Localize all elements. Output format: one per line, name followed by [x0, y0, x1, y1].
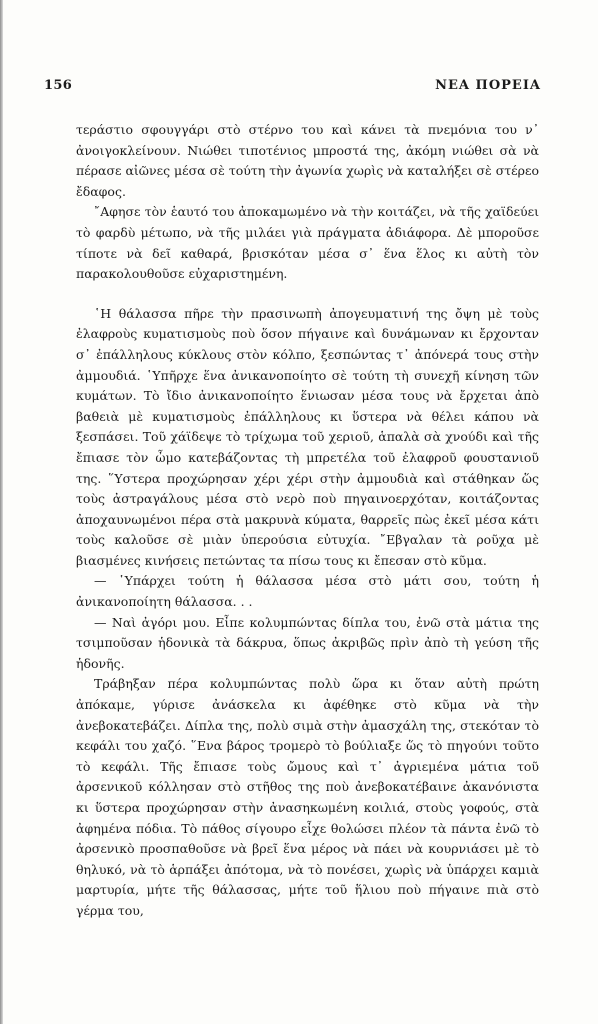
- paragraph: ῎Αφησε τὸν ἑαυτό του ἀποκαμωμένο νὰ τὴν κοιτάζει, νὰ τῆς χαϊδεύει τὸ φαρδὺ μέτωπο, νὰ τῆς μιλάει γιὰ πράγματα ἀδιάφορα. Δὲ μποροῦσε τίποτε νὰ δεῖ καθαρά, βρισκόταν μέσα σ᾿ ἕνα ἕλος κι αὐτὴ τὸν παρακολουθοῦσε εὐχαριστημένη.: [76, 204, 539, 282]
- paragraph: Τράβηξαν πέρα κολυμπώντας πολὺ ὥρα κι ὅταν αὐτὴ πρώτη ἀπόκαμε, γύρισε ἀνάσκελα κι ἀφέθηκε στὸ κῦμα νὰ τὴν ἀνεβοκατεβάζει. Δίπλα της, πολὺ σιμὰ στὴν ἀμασχάλη της, στεκόταν τὸ κεφάλι του χαζό. ῞Ενα βάρος τρομερὸ τὸ βούλιαξε ὥς τὸ πηγούνι τοῦτο τὸ κεφάλι. Τῆς ἔπιασε τοὺς ὤμους καὶ τ᾿ ἀγριεμένα μάτια τοῦ ἀρσενικοῦ κόλλησαν στὸ στῆθος της ποὺ ἀνεβοκατέβαινε ἀκανόνιστα κι ὕστερα προχώρησαν στὴν ἀνασηκωμένη κοιλιά, στοὺς γοφούς, στὰ ἀφημένα πόδια. Τὸ πάθος σίγουρο εἶχε θολώσει πλέον τὰ πάντα ἐνῶ τὸ ἀρσενικὸ προσπαθοῦσε νὰ βρεῖ ἕνα μέρος νὰ πάει νὰ κουρνιάσει μὲ τὸ θηλυκό, νὰ τὸ ἁρπάξει ἀπότομα, νὰ τὸ πονέσει, χωρὶς νὰ ὑπάρχει καμιὰ μαρτυρία, μήτε τῆς θάλασσας, μήτε τοῦ ἥλιου ποὺ πήγαινε πιὰ στὸ γέρμα του,: [76, 676, 539, 918]
- dialogue-line: — Ναὶ ἀγόρι μου. Εἶπε κολυμπώντας δίπλα του, ἐνῶ στὰ μάτια της τσιμποῦσαν ἡδονικὰ τὰ δάκρυα, ὅπως ἀκριβῶς πρὶν ἀπὸ τὴ γεύση τῆς ἡδονῆς.: [76, 614, 539, 671]
- dialogue-line: — ῾Υπάρχει τούτη ἡ θάλασσα μέσα στὸ μάτι σου, τούτη ἡ ἀνικανοποίητη θάλασσα. . .: [76, 573, 539, 610]
- paragraph-section-start: ῾Η θάλασσα πῆρε τὴν πρασινωπὴ ἀπογευματινή της ὄψη μὲ τοὺς ἐλαφροὺς κυματισμοὺς ποὺ ὅσον πήγαινε καὶ δυνάμωναν κι ἔρχονταν σ᾿ ἐπάλληλους κύκλους στὸν κόλπο, ξεσπώντας τ᾿ ἀπόνερά τους στὴν ἀμμουδιά. ῾Υπῆρχε ἕνα ἀνικανοποίητο σὲ τούτη τὴ συνεχῆ κίνηση τῶν κυμάτων. Τὸ ἴδιο ἀνικανοποίητο ἕνιωσαν μέσα τους νὰ ἔρχεται ἀπὸ βαθειὰ μὲ κυματισμοὺς ἐπάλληλους κι ὕστερα νὰ θέλει κάπου νὰ ξεσπάσει. Τοῦ χάϊδεψε τὸ τρίχωμα τοῦ χεριοῦ, ἁπαλὰ σὰ χνούδι καὶ τῆς ἔπιασε τὸν ὦμο κατεβάζοντας τὴ μπρετέλα τοῦ ἐλαφροῦ φουστανιοῦ της. ῞Υστερα προχώρησαν χέρι χέρι στὴν ἀμμουδιὰ καὶ στάθηκαν ὥς τοὺς ἀστραγάλους μέσα στὸ νερὸ ποὺ πηγαινοερχόταν, κοιτάζοντας ἀποχαυνωμένοι πέρα στὰ μακρυνὰ κύματα, θαρρεῖς πὼς ἐκεῖ μέσα κάτι τοὺς καλοῦσε σὲ μιὰν ὑπερούσια εὐτυχία. ῎Εβγαλαν τὰ ροῦχα μὲ βιασμένες κινήσεις πετώντας τα πίσω τους κι ἔπεσαν στὸ κῦμα.: [76, 305, 539, 568]
- paragraph-continued: τεράστιο σφουγγάρι στὸ στέρνο του καὶ κάνει τὰ πνεμόνια του ν᾿ ἀνοιγοκλείνουν. Νιώθει τιποτένιος μπροστά της, ἀκόμη νιώθει σὰ νὰ πέρασε αἰῶνες μέσα σὲ τούτη τὴν ἀγωνία χωρὶς νὰ καταλήξει σὲ στέρεο ἔδαφος.: [76, 122, 539, 199]
- body-text: [76, 120, 539, 922]
- running-head: [44, 78, 541, 100]
- journal-title: ΝΕΑ ΠΟΡΕΙΑ: [435, 78, 541, 93]
- page-number: 156: [44, 78, 73, 93]
- scan-edge-shadow: [0, 0, 3, 1024]
